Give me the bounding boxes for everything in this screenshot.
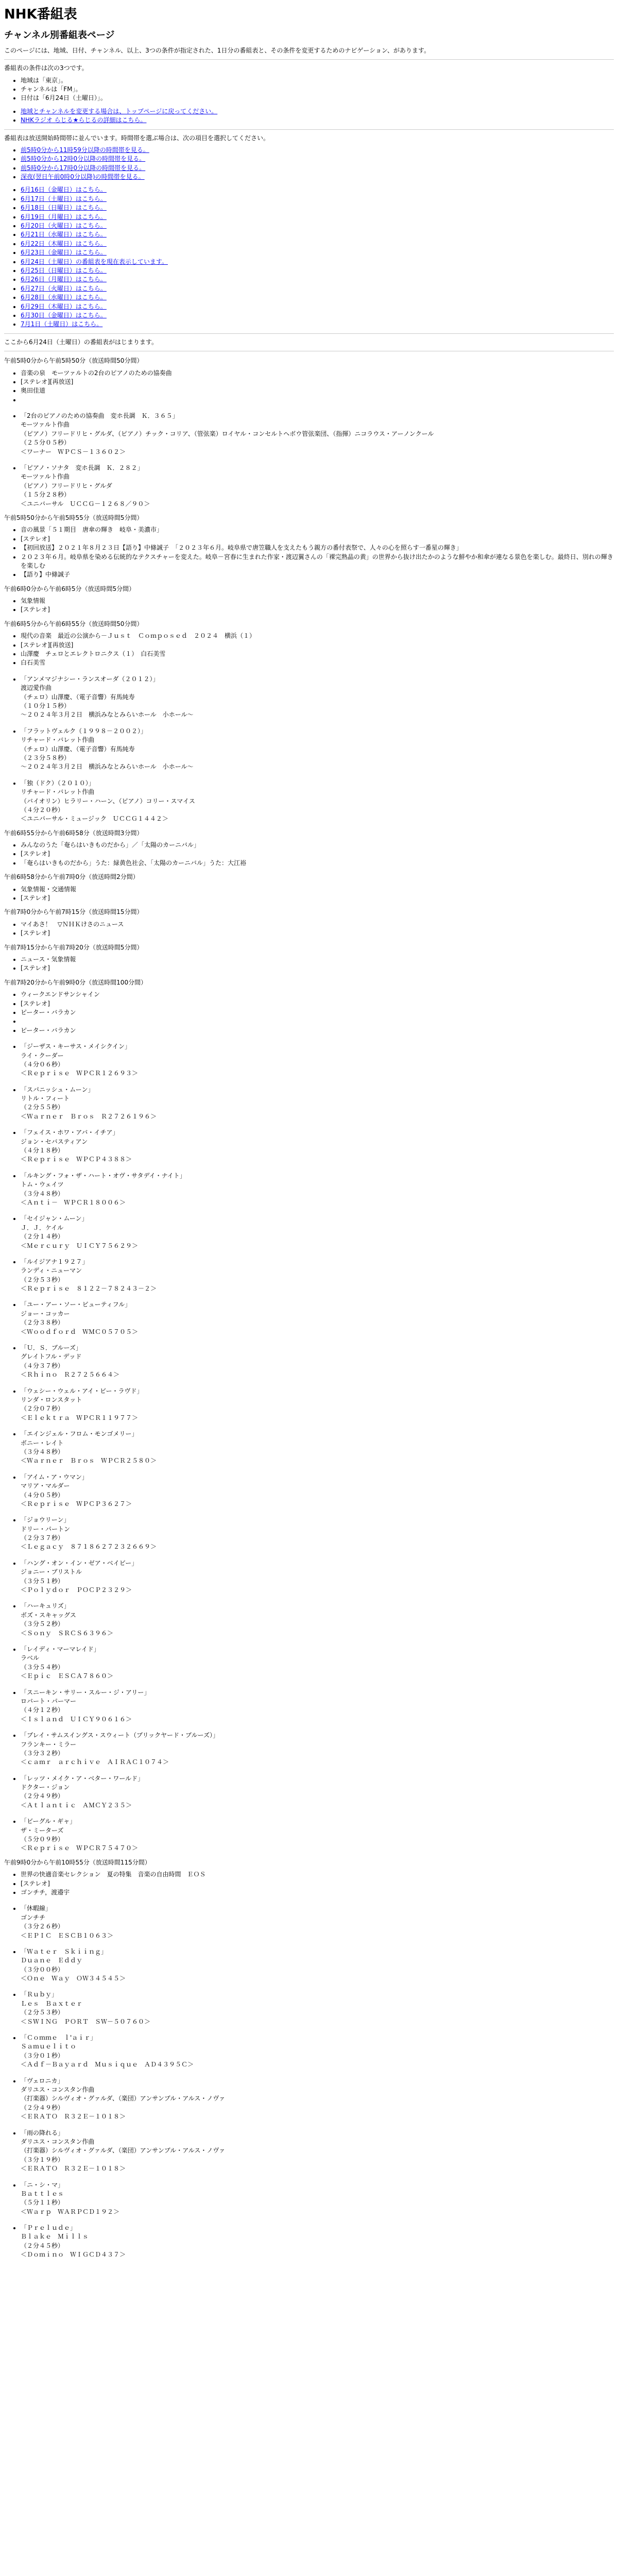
date-nav-item	[21, 275, 614, 284]
program-detail-item: • 「ハーキュリズ」 ボズ・スキャッグス （３分５２秒） ＜Ｓｏｎｙ ＳＲＣＳ６３９６＞	[21, 1602, 614, 1638]
program-details	[4, 841, 614, 868]
program-detail-item: • 白石美雪	[21, 658, 614, 667]
time-nav-link[interactable]: 前5時0分から11時59分以降の時間帯を見る。	[21, 146, 149, 154]
program-detail-item: • 「エインジェル・フロム・モンゴメリー」 ボニー・レイト （３分４８秒） ＜Ｗａｒｎｅｒ Ｂｒｏｓ ＷＰＣＲ２５８０＞	[21, 1430, 614, 1466]
program-slot	[4, 1858, 614, 2260]
program-slot	[4, 873, 614, 903]
program-time: 午前9時0分から午前10時55分（放送時間115分間）	[4, 1858, 151, 1866]
program-detail-item: • 「アイム・ア・ウマン」 マリア・マルダー （４分０５秒） ＜Ｒｅｐｒｉｓｅ ＷＰＣＰ３６２７＞	[21, 1473, 614, 1509]
program-detail-item: • 「ニ・シ・マ」 Ｂａｔｔｌｅｓ （５分１１秒） ＜Ｗａｒｐ ＷＡＲＰＣＤ１９２＞	[21, 2181, 614, 2217]
program-detail-item: • 「独（ドク）（２０１０）」 リチャード・バレット作曲 （バイオリン）ヒラリー・ハーン、（ピアノ）コリー・スマイス （４分２０秒） ＜ユニバーサル・ミュージック ＵＣＣＧ１４４２＞	[21, 779, 614, 824]
program-detail-item: • 「Ｗａｔｅｒ Ｓｋｉｉｎｇ」 Ｄｕａｎｅ Ｅｄｄｙ （３分００秒） ＜Ｏｎｅ Ｗａｙ ＯＷ３４５４５＞	[21, 1947, 614, 1984]
time-nav-link[interactable]: 前5時0分から12時0分以降の時間帯を見る。	[21, 155, 146, 163]
program-slot	[4, 620, 614, 824]
date-nav-item	[21, 320, 614, 329]
date-nav-link[interactable]: 6月30日（金曜日）はこちら。	[21, 311, 107, 319]
divider	[4, 333, 614, 334]
program-detail-item: • 「アンメマジナシー・ランスオーダ（２０１２）」 渡辺愛作曲 （チェロ）山澤慶、（電子音響）有馬純寿 （１０分１５秒） ～２０２４年３月２日 横浜みなとみらいホール 小ホール～	[21, 675, 614, 720]
date-nav-link[interactable]: 6月24日（土曜日）の番組表を現在表示しています。	[21, 258, 168, 265]
program-detail-item: • 「セイジャン・ムーン」 Ｊ．Ｊ．ケイル （２分１４秒） ＜Ｍｅｒｃｕｒｙ ＵＩＣＹ７５６２９＞	[21, 1214, 614, 1250]
date-nav-item	[21, 302, 614, 311]
radiru-link[interactable]: NHKラジオ らじる★らじるの詳細はこちら。	[21, 116, 147, 124]
date-nav-item	[21, 230, 614, 239]
program-detail-item: • 音楽の泉 モーツァルトの2台のピアノのための協奏曲	[21, 369, 614, 378]
page-subtitle: チャンネル別番組表ページ	[4, 29, 115, 41]
program-details	[4, 990, 614, 1853]
program-detail-item: • 「ジョウリーン」 ドリー・パートン （２分３７秒） ＜Ｌｅｇａｃｙ ８７１８６２７２３２６６９＞	[21, 1516, 614, 1552]
listings-start: ここから6月24日（土曜日）の番組表がはじまります。	[4, 338, 158, 346]
top-page-link[interactable]: 地域とチャンネルを変更する場合は、トップページに戻ってください。	[21, 107, 218, 115]
date-nav-link[interactable]: 6月26日（月曜日）はこちら。	[21, 276, 107, 283]
date-nav-item	[21, 284, 614, 293]
program-detail-item: • 「ジーザス・キーサス・メイシクイン」 ライ・クーダー （４分０６秒） ＜Ｒｅｐｒｉｓｅ ＷＰＣＲ１２６９３＞	[21, 1042, 614, 1078]
program-slot	[4, 514, 614, 580]
program-detail-item: • ニュース・気象情報	[21, 955, 614, 964]
date-nav-item	[21, 266, 614, 275]
program-detail-item: • 「奄らはいきものだから」うた：緑黄色社会、「太陽のカーニバル」うた：大江裕	[21, 859, 614, 868]
program-slot	[4, 908, 614, 938]
date-nav-link[interactable]: 7月1日（土曜日）はこちら。	[21, 320, 103, 328]
program-details	[4, 885, 614, 903]
program-detail-item: • みんなのうた「奄らはいきものだから」／「太陽のカーニバル」	[21, 841, 614, 850]
program-detail-item: • 山澤慶 チェロとエレクトロニクス（１） 白石美雪	[21, 650, 614, 658]
time-nav-link[interactable]: 前5時0分から17時0分以降の時間帯を見る。	[21, 164, 146, 172]
condition-region: • 地域は「東京」。	[21, 76, 614, 85]
program-details	[4, 1870, 614, 2259]
date-nav-link[interactable]: 6月16日（金曜日）はこちら。	[21, 186, 107, 194]
program-listings	[4, 357, 614, 2260]
program-detail-item: • 「フラットヴェルク（１９９８－２００２）」 リチャード・バレット作曲 （チェロ）山澤慶、（電子音響）有馬純寿 （２３分５８秒） ～２０２４年３月２日 横浜みなとみらいホール 小ホール～	[21, 727, 614, 772]
conditions-heading: 番組表の条件は次の3つです。	[4, 64, 88, 72]
program-detail-item: • 「雨の降れる」 ダリユス・コンスタン作曲 （打楽器）シルヴィオ・グァルダ、（楽団）アンサンブル・アルス・ノヴァ （３分１９秒） ＜ＥＲＡＴＯ Ｒ３２Ｅ－１０１８＞	[21, 2129, 614, 2174]
program-detail-item	[21, 1017, 614, 1026]
divider	[4, 129, 614, 130]
program-slot	[4, 978, 614, 1853]
program-time: 午前6時55分から午前6時58分（放送時間3分間）	[4, 829, 143, 837]
program-detail-item: • 音の風景「５１期目 唐傘の輝き 岐阜・美濃市」	[21, 526, 614, 534]
program-details	[4, 526, 614, 579]
program-detail-item: • 「ハング・オン・イン・ゼア・ベイビー」 ジョニー・ブリストル （３分５１秒） ＜Ｐｏｌｙｄｏｒ ＰＯＣＰ２３２９＞	[21, 1559, 614, 1595]
date-nav-link[interactable]: 6月28日（水曜日）はこちら。	[21, 294, 107, 301]
program-detail-item: • 気象情報・交通情報	[21, 885, 614, 894]
program-detail-item: • 「スニーキン・サリー・スルー・ジ・アリー」 ロバート・パーマー （４分１２秒） ＜Ｉｓｌａｎｄ ＵＩＣＹ９０６１６＞	[21, 1688, 614, 1724]
program-time: 午前7時15分から午前7時20分（放送時間5分間）	[4, 943, 143, 951]
page-title: NHK番組表	[4, 7, 77, 22]
program-detail-item: • 「Ｒｕｂｙ」 Ｌｅｓ Ｂａｘｔｅｒ （２分５３秒） ＜ＳＷＩＮＧ ＰＯＲＴ ＳＷ－５０７６０＞	[21, 1990, 614, 2026]
time-nav-heading: 番組表は放送開始時間帯に並んでいます。時間帯を選ぶ場合は、次の項目を選択してください。	[4, 134, 270, 142]
program-detail-item: • 「レイディ・マーマレイド」 ラベル （３分５４秒） ＜Ｅｐｉｃ ＥＳＣＡ７８６０＞	[21, 1645, 614, 1681]
date-nav-link[interactable]: 6月25日（日曜日）はこちら。	[21, 266, 107, 274]
date-nav-item	[21, 293, 614, 302]
date-nav-link[interactable]: 6月18日（日曜日）はこちら。	[21, 204, 107, 212]
program-detail-item: • 「フェイス・ホワ・アバ・イチア」 ジョン・セバスティアン （４分１８秒） ＜Ｒｅｐｒｉｓｅ ＷＰＣＰ４３８８＞	[21, 1128, 614, 1164]
time-nav-link[interactable]: 深夜(翌日午前0時0分以降)の時間帯を見る。	[21, 173, 145, 181]
date-nav-item	[21, 248, 614, 257]
program-detail-item: • 「レッツ・メイク・ア・ベター・ワールド」 ドクター・ジョン （２分４９秒） ＜Ａｔｌａｎｔｉｃ ＡＭＣＹ２３５＞	[21, 1774, 614, 1810]
program-detail-item: • [ステレオ][再放送]	[21, 641, 614, 650]
date-nav-link[interactable]: 6月22日（木曜日）はこちら。	[21, 240, 107, 247]
program-detail-item: • [ステレオ]	[21, 999, 614, 1008]
program-time: 午前6時0分から午前6時5分（放送時間5分間）	[4, 585, 135, 592]
date-nav-link[interactable]: 6月19日（月曜日）はこちら。	[21, 213, 107, 221]
program-details	[4, 369, 614, 509]
page-intro: このページには、地域、日付、チャンネル、以上、3つの条件が指定された、1日分の番組表と、その条件を変更するためのナビゲーション、があります。	[4, 46, 430, 54]
change-links	[4, 107, 614, 125]
program-detail-item: • 「ヴェロニカ」 ダリユス・コンスタン作曲 （打楽器）シルヴィオ・グァルダ、（楽団）アンサンブル・アルス・ノヴァ （２分４９秒） ＜ＥＲＡＴＯ Ｒ３２Ｅ－１０１８＞	[21, 2077, 614, 2122]
program-detail-item: • [ステレオ]	[21, 964, 614, 973]
program-detail-item: • [ステレオ]	[21, 1879, 614, 1888]
date-nav-item	[21, 240, 614, 248]
date-nav-link[interactable]: 6月23日（金曜日）はこちら。	[21, 249, 107, 257]
program-detail-item: • [ステレオ]	[21, 894, 614, 903]
program-detail-item: • 気象情報	[21, 597, 614, 605]
program-slot	[4, 829, 614, 868]
program-detail-item: • 「スパニッシュ・ムーン」 リトル・フィート （２分５５秒） ＜Ｗａｒｎｅｒ Ｂｒｏｓ Ｒ２７２６１９６＞	[21, 1086, 614, 1122]
date-nav-item	[21, 213, 614, 222]
program-detail-item: • 「Ｕ．Ｓ．ブルーズ」 グレイトフル・デッド （４分３７秒） ＜Ｒｈｉｎｏ Ｒ２７２５６６４＞	[21, 1344, 614, 1380]
program-details	[4, 632, 614, 823]
program-slot	[4, 357, 614, 509]
program-detail-item: • 現代の音楽 最近の公演から－Ｊｕｓｔ Ｃｏｍｐｏｓｅｄ ２０２４ 横浜（１）	[21, 632, 614, 640]
condition-channel: • チャンネルは「FM」。	[21, 85, 614, 94]
program-time: 午前6時58分から午前7時0分（放送時間2分間）	[4, 873, 139, 881]
program-detail-item: • 「ユー・アー・ソー・ビューティフル」 ジョー・コッカー （２分３８秒） ＜Ｗｏｏｄｆｏｒｄ ＷＭＣ０５７０５＞	[21, 1300, 614, 1336]
program-details	[4, 920, 614, 938]
program-detail-item: • 「ビーグル・ギャ」 ザ・ミーターズ （５分０９秒） ＜Ｒｅｐｒｉｓｅ ＷＰＣＲ７５４７０＞	[21, 1817, 614, 1853]
date-nav-item	[21, 258, 614, 266]
date-nav	[4, 185, 614, 329]
condition-date: • 日付は「6月24日（土曜日）」。	[21, 94, 614, 103]
program-detail-item: • [ステレオ]	[21, 850, 614, 858]
program-time: 午前7時0分から午前7時15分（放送時間15分間）	[4, 908, 143, 916]
program-detail-item: • [ステレオ][再放送]	[21, 378, 614, 386]
program-detail-item: • [ステレオ]	[21, 535, 614, 544]
divider	[4, 59, 614, 60]
program-detail-item: • 「2台のピアノのための協奏曲 変ホ長調 Ｋ．３６５」 モーツァルト作曲 （ピアノ）フリードリヒ・グルダ、（ピアノ）チック・コリア、（管弦楽）ロイヤル・コンセルトヘボウ管弦楽団、（指揮）ニコラウス・アーノンクール （２５分０５秒） ＜ワーナー ＷＰＣＳ－１３６０２＞	[21, 412, 614, 456]
date-nav-link[interactable]: 6月27日（火曜日）はこちら。	[21, 284, 107, 292]
date-nav-link[interactable]: 6月17日（土曜日）はこちら。	[21, 195, 107, 202]
program-detail-item: • 「Ｃｏｍｍｅ ｌ'ａｉｒ」 Ｓａｍｕｅｌｉｔｏ （３分０１秒） ＜Ａｄｆ－Ｂａｙａｒｄ Ｍｕｓｉｑｕｅ ＡＤ４３９５Ｃ＞	[21, 2033, 614, 2070]
date-nav-item	[21, 311, 614, 320]
program-detail-item: • 「ルイジアナ１９２７」 ランディ・ニューマン （２分５３秒） ＜Ｒｅｐｒｉｓｅ ８１２２－７８２４３－２＞	[21, 1258, 614, 1294]
date-nav-item	[21, 195, 614, 204]
time-nav	[4, 146, 614, 182]
program-detail-item: • 【語り】中條誠子	[21, 570, 614, 579]
program-detail-item: • ウィークエンドサンシャイン	[21, 990, 614, 999]
program-detail-item: • 「ブレイ・サムスイングス・スウィート（ブリックヤード・ブルーズ）」 フランキー・ミラー （３分３２秒） ＜ｃａｍｒ ａｒｃｈｉｖｅ ＡＩＲＡＣ１０７４＞	[21, 1731, 614, 1767]
program-slot	[4, 943, 614, 973]
program-detail-item: • ピーター・バラカン	[21, 1008, 614, 1017]
program-detail-item: • 「ルキング・フォ・ザ・ハート・オヴ・サタデイ・ナイト」 トム・ウェイツ （３分４８秒） ＜Ａｎｔｉ－ ＷＰＣＲ１８００６＞	[21, 1172, 614, 1208]
program-detail-item: • ゴンチチ，渡邉宇	[21, 1888, 614, 1897]
program-slot	[4, 585, 614, 615]
program-detail-item: • ２０２３年６月。岐阜県を染める伝統的なテクスチャーを変えた。岐阜－宮春に生まれた作家・渡辺翼さんの「裸完熟晶の黄」の世界から抜け出たかのような鮮やか和傘が連なる景色を楽しむ。最終日、別れの輝きを楽しむ	[21, 553, 614, 571]
program-time: 午前7時20分から午前9時0分（放送時間100分間）	[4, 978, 147, 986]
conditions-list	[4, 76, 614, 103]
program-detail-item: • 世界の快適音楽セレクション 夏の特集 音楽の自由時間 ＥＯＳ	[21, 1870, 614, 1879]
program-detail-item: • 「休暇線」 ゴンチチ （３分２６秒） ＜ＥＰＩＣ ＥＳＣＢ１０６３＞	[21, 1904, 614, 1940]
date-nav-item	[21, 204, 614, 212]
date-nav-link[interactable]: 6月21日（水曜日）はこちら。	[21, 231, 107, 239]
program-time: 午前5時0分から午前5時50分（放送時間50分間）	[4, 357, 143, 365]
program-detail-item: • マイあさ！ ▽ＮＨＫけさのニュース	[21, 920, 614, 929]
program-detail-item: • ピーター・バラカン	[21, 1026, 614, 1035]
program-time: 午前6時5分から午前6時55分（放送時間50分間）	[4, 620, 143, 628]
program-detail-item: • 「Ｐｒｅｌｕｄｅ」 Ｂｌａｋｅ Ｍｉｌｌｓ （２分４５秒） ＜Ｄｏｍｉｎｏ ＷＩＧＣＤ４３７＞	[21, 2224, 614, 2260]
program-detail-item: • 「ウェシー・ウェル・アイ・ビー・ラヴド」 リンダ・ロンスタット （２分０７秒） ＜Ｅｌｅｋｔｒａ ＷＰＣＲ１１９７７＞	[21, 1387, 614, 1423]
program-detail-item: • 「ピアノ・ソナタ 変ホ長調 Ｋ．２８２」 モーツァルト作曲 （ピアノ）フリードリヒ・グルダ （１５分２８秒） ＜ユニバーサル ＵＣＣＧ－１２６８／９０＞	[21, 464, 614, 509]
program-detail-item: • [ステレオ]	[21, 605, 614, 614]
date-nav-item	[21, 222, 614, 230]
date-nav-link[interactable]: 6月20日（火曜日）はこちら。	[21, 222, 107, 230]
date-nav-link[interactable]: 6月29日（木曜日）はこちら。	[21, 302, 107, 310]
program-details	[4, 597, 614, 615]
date-nav-item	[21, 185, 614, 194]
program-detail-item	[21, 396, 614, 404]
program-details	[4, 955, 614, 973]
program-time: 午前5時50分から午前5時55分（放送時間5分間）	[4, 514, 143, 521]
program-detail-item: • 奥田佳道	[21, 386, 614, 395]
program-detail-item: • 【初回放送】２０２１年８月２３日【語り】中條誠子 「２０２３年６月。岐阜県で唐笠職人を支えたもう親方の番付表祭で、人々の心を照らす一番星の輝き」	[21, 544, 614, 552]
program-detail-item: • [ステレオ]	[21, 929, 614, 938]
